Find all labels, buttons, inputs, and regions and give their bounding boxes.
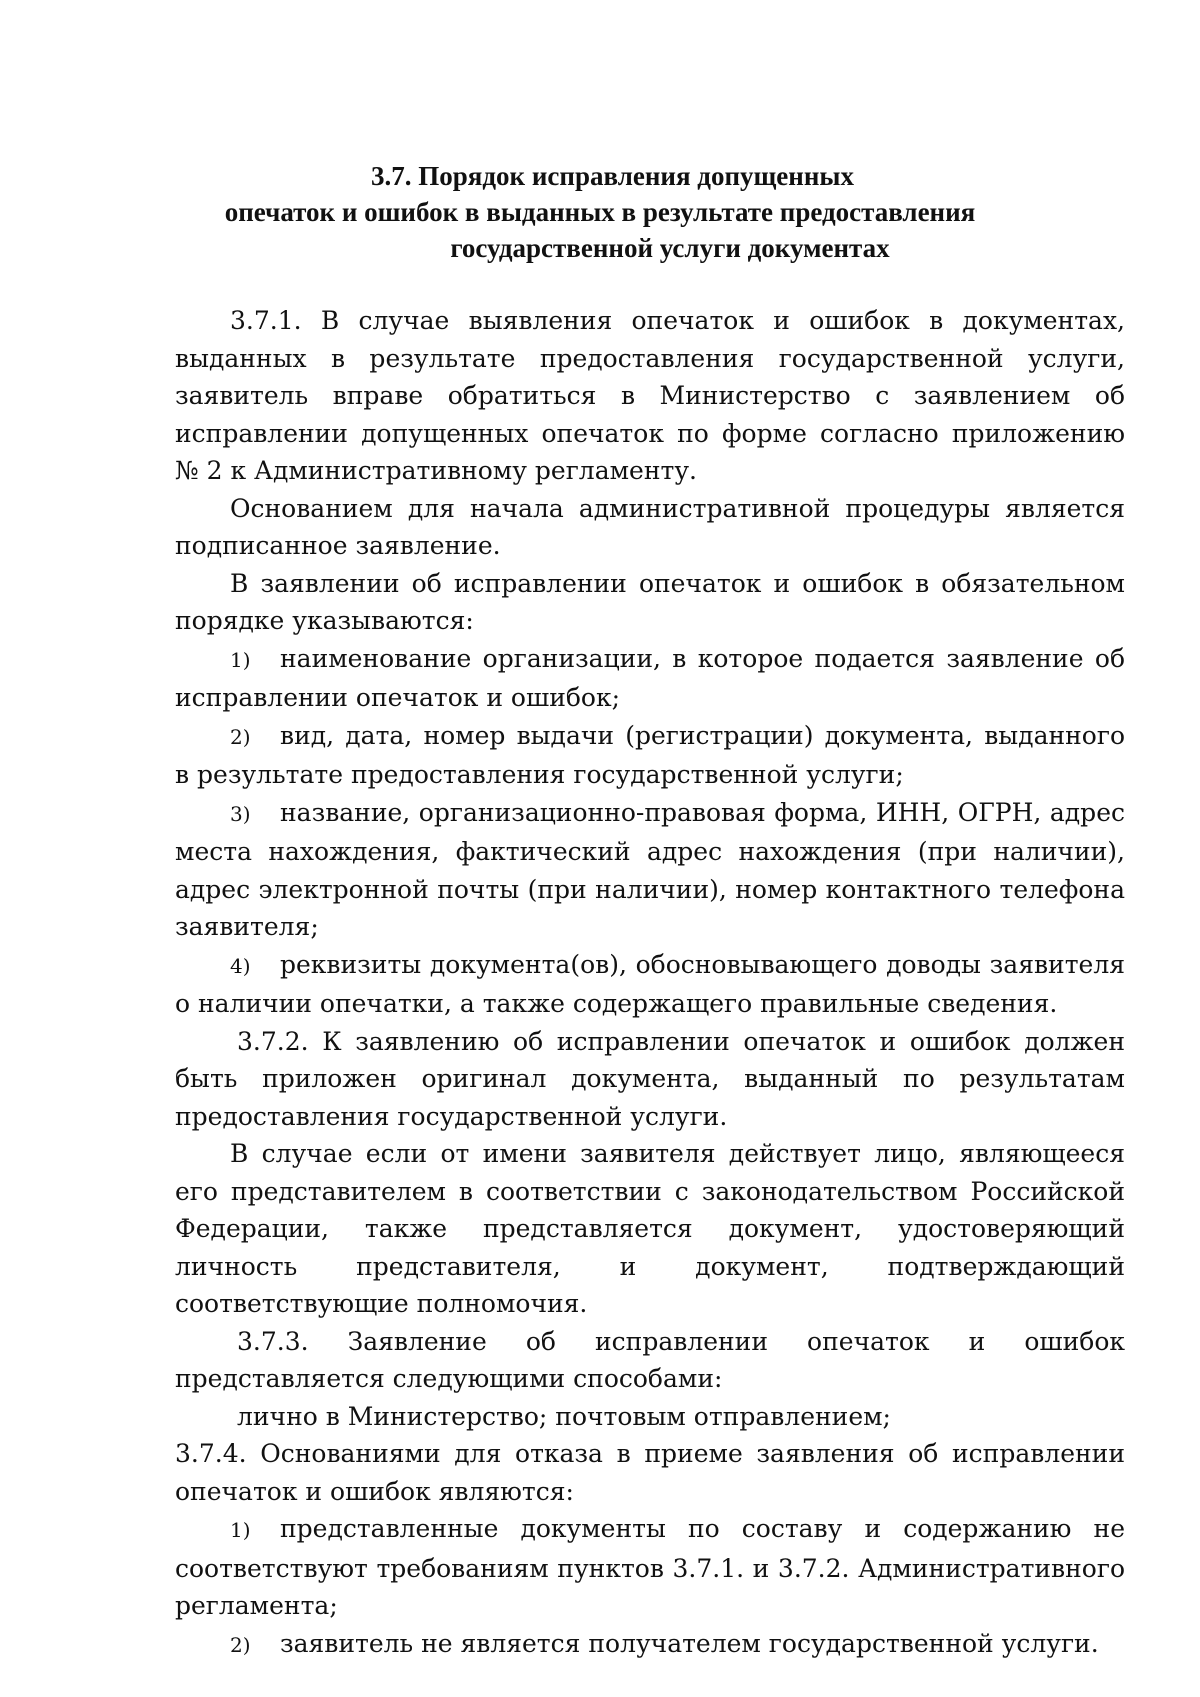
list-item-text: реквизиты документа(ов), обосновывающего доводы заявителя о наличии опечатки, а также содержащего правильные сведения. — [175, 949, 1125, 1018]
paragraph-3-7-1: 3.7.1. В случае выявления опечаток и ошибок в документах, выданных в результате предоставления государственной услуги, заявитель вправе обратиться в Министерство с заявлением об исправлении допущенных опечаток по форме согласно приложению № 2 к Административному регламенту. — [175, 306, 1125, 485]
paragraph-representative: В случае если от имени заявителя действует лицо, являющееся его представителем в соответствии с законодательством Российской Федерации, также представляется документ, удостоверяющий личность представителя, и документ, подтверждающий соответствующие полномочия. — [175, 1139, 1125, 1318]
list-item-text: название, организационно-правовая форма, ИНН, ОГРН, адрес места нахождения, фактический адрес нахождения (при наличии), адрес электронной почты (при наличии), номер контактного телефона заявителя; — [175, 797, 1125, 941]
list-item-number: 2) — [230, 724, 251, 749]
section-title-line-1: 3.7. Порядок исправления допущенных — [371, 161, 854, 191]
section-title-line-2: опечаток и ошибок в выданных в результате предоставления — [224, 197, 976, 227]
paragraph-3-7-2: 3.7.2. К заявлению об исправлении опечаток и ошибок должен быть приложен оригинал документа, выданный по результатам предоставления государственной услуги. — [175, 1026, 1125, 1131]
section-title-line-3: государственной услуги документах — [450, 233, 890, 263]
paragraph-basis: Основанием для начала административной процедуры является подписанное заявление. — [175, 493, 1125, 560]
paragraph-3-7-4: 3.7.4. Основаниями для отказа в приеме заявления об исправлении опечаток и ошибок являются: — [175, 1439, 1125, 1506]
list-item — [175, 1510, 1125, 1625]
paragraph-application-contents: В заявлении об исправлении опечаток и ошибок в обязательном порядке указываются: — [175, 568, 1125, 635]
list-item — [175, 640, 1125, 717]
list-item-number: 2) — [230, 1632, 251, 1657]
document-body — [175, 302, 1125, 1664]
list-item-text: вид, дата, номер выдачи (регистрации) документа, выданного в результате предоставления государственной услуги; — [175, 720, 1125, 789]
list-item-number: 1) — [230, 1518, 251, 1542]
list-item-number: 4) — [230, 953, 251, 978]
paragraph-3-7-3: 3.7.3. Заявление об исправлении опечаток и ошибок представляется следующими способами: — [175, 1326, 1125, 1393]
list-item — [175, 946, 1125, 1023]
list-item-text: заявитель не является получателем государственной услуги. — [280, 1628, 1099, 1658]
list-item — [175, 794, 1125, 946]
list-item — [175, 1625, 1125, 1665]
paragraph-submission-methods: лично в Министерство; почтовым отправлением; — [237, 1401, 891, 1431]
list-item-text: наименование организации, в которое подается заявление об исправлении опечаток и ошибок; — [175, 643, 1125, 712]
list-item-number: 1) — [230, 647, 251, 672]
list-item-text: представленные документы по составу и содержанию не соответствуют требованиям пунктов 3.7.1. и 3.7.2. Административного регламента; — [175, 1514, 1125, 1620]
list-item-number: 3) — [230, 801, 251, 826]
list-item — [175, 717, 1125, 794]
